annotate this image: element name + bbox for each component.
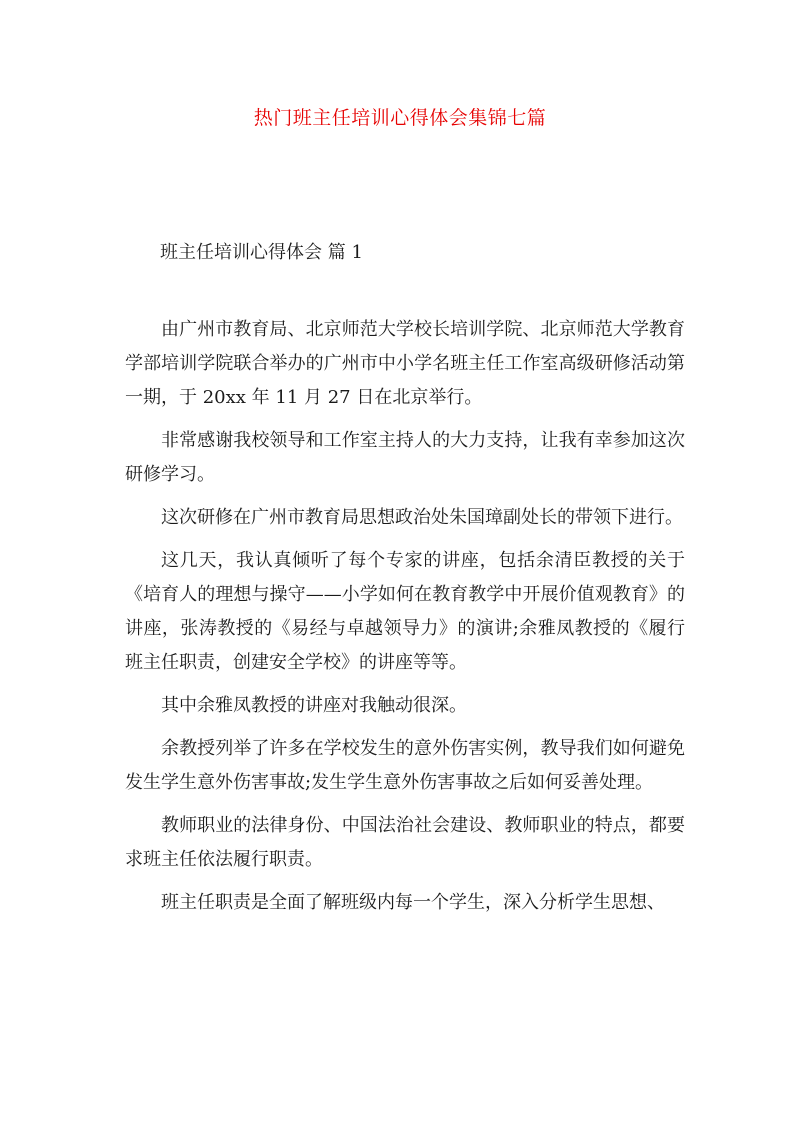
document-body xyxy=(125,313,685,929)
paragraph: 教师职业的法律身份、中国法治社会建设、教师职业的特点，都要求班主任依法履行职责。 xyxy=(125,815,685,870)
paragraph: 余教授列举了许多在学校发生的意外伤害实例，教导我们如何避免发生学生意外伤害事故;发生学生意外伤害事故之后如何妥善处理。 xyxy=(125,738,685,793)
paragraph: 其中余雅凤教授的讲座对我触动很深。 xyxy=(161,695,467,716)
paragraph: 非常感谢我校领导和工作室主持人的大力支持，让我有幸参加这次研修学习。 xyxy=(125,430,685,485)
section-heading: 班主任培训心得体会 篇 1 xyxy=(160,242,363,263)
paragraph: 这次研修在广州市教育局思想政治处朱国璋副处长的带领下进行。 xyxy=(161,507,683,528)
paragraph: 班主任职责是全面了解班级内每一个学生，深入分析学生思想、 xyxy=(161,892,665,913)
paragraph: 由广州市教育局、北京师范大学校长培训学院、北京师范大学教育学部培训学院联合举办的广州市中小学名班主任工作室高级研修活动第一期，于 20xx 年 11 月 27 日在北京举行。 xyxy=(125,319,685,408)
document-title: 热门班主任培训心得体会集锦七篇 xyxy=(253,107,547,129)
paragraph: 这几天，我认真倾听了每个专家的讲座，包括余清臣教授的关于《培育人的理想与操守——小学如何在教育教学中开展价值观教育》的讲座，张涛教授的《易经与卓越领导力》的演讲;余雅凤教授的《履行班主任职责，创建安全学校》的讲座等等。 xyxy=(125,550,685,673)
